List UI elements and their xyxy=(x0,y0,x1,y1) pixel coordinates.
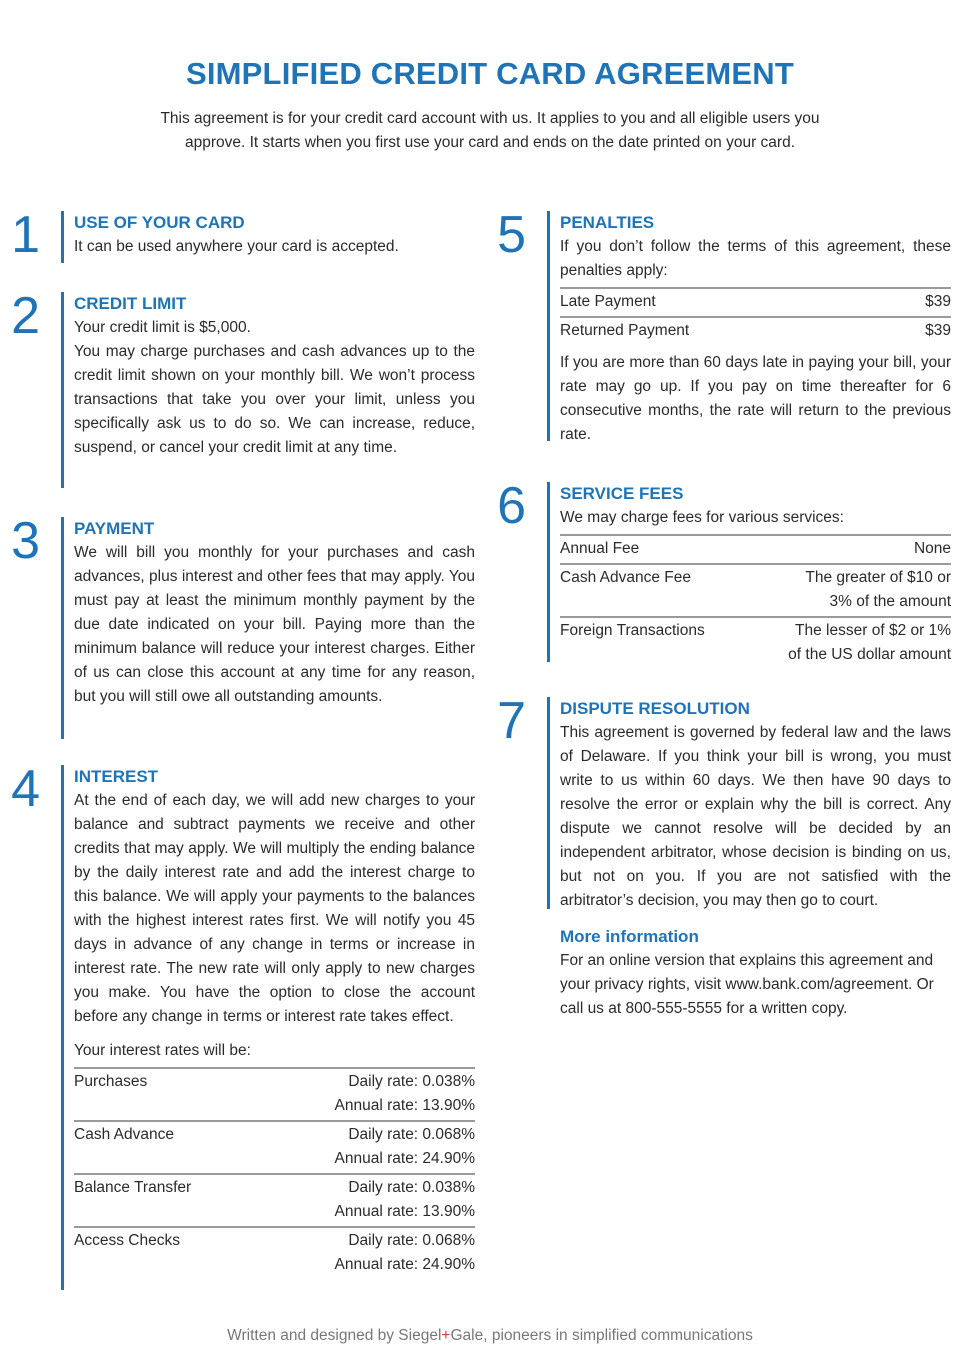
section-divider-bar xyxy=(61,765,64,1290)
intro-paragraph: This agreement is for your credit card account with us. It applies to you and all eligible users you approve. It starts when you first use your card and ends on the date printed on your card. xyxy=(160,110,820,151)
section-number: 2 xyxy=(11,287,40,345)
footer-plus: + xyxy=(441,1327,451,1344)
fee-name: Foreign Transactions xyxy=(560,622,705,639)
fee-amount-line: None xyxy=(913,540,951,557)
section-interest xyxy=(0,760,475,1290)
section-divider-bar xyxy=(61,211,64,263)
footer-text-post: Gale, pioneers in simplified communications xyxy=(450,1327,753,1344)
table-row xyxy=(74,1068,475,1121)
section-heading: SERVICE FEES xyxy=(560,484,684,503)
section-body: At the end of each day, we will add new charges to your balance and subtract payments we receive and other credits that may apply. We will multiply the ending balance by the daily interest rate and add the interest charge to this balance. We will apply your payments to the balances with the highest interest rates first. We will notify you 45 days in advance of any change in terms or increase in interest rate. The new rate will only apply to new charges you make. You have the option to close the account before any change in terms or interest rate takes effect. xyxy=(74,792,475,1025)
footer-text-pre: Written and designed by Siegel xyxy=(227,1327,442,1344)
table-row xyxy=(74,1121,475,1174)
table-row xyxy=(74,1174,475,1227)
table-row xyxy=(560,617,951,669)
section-divider-bar xyxy=(547,211,550,441)
fee-amount-line: 3% of the amount xyxy=(829,593,951,610)
annual-rate: Annual rate: 24.90% xyxy=(334,1256,475,1273)
rate-values xyxy=(256,1174,475,1227)
section-payment xyxy=(0,512,475,739)
fee-amount-line: The lesser of $2 or 1% xyxy=(795,622,951,639)
daily-rate: Daily rate: 0.038% xyxy=(348,1073,475,1090)
section-number: 3 xyxy=(11,512,40,570)
fee-amount-line: of the US dollar amount xyxy=(788,646,951,663)
interest-rates-label: Your interest rates will be: xyxy=(74,1042,251,1059)
rate-type: Access Checks xyxy=(74,1232,180,1249)
penalty-name: Returned Payment xyxy=(560,322,690,339)
section-divider-bar xyxy=(547,482,550,662)
section-number: 5 xyxy=(497,206,526,264)
penalty-name: Late Payment xyxy=(560,293,656,310)
section-divider-bar xyxy=(61,292,64,488)
annual-rate: Annual rate: 13.90% xyxy=(334,1203,475,1220)
daily-rate: Daily rate: 0.068% xyxy=(348,1232,475,1249)
service-fees-table xyxy=(560,534,951,669)
penalty-amount: $39 xyxy=(925,322,951,339)
penalty-amount: $39 xyxy=(925,293,951,310)
page-title: SIMPLIFIED CREDIT CARD AGREEMENT xyxy=(185,56,795,91)
annual-rate: Annual rate: 24.90% xyxy=(334,1150,475,1167)
credit-limit-amount: Your credit limit is $5,000. xyxy=(74,319,251,336)
interest-rates-table xyxy=(74,1067,475,1279)
table-row xyxy=(74,1227,475,1279)
section-penalties xyxy=(486,206,951,443)
section-number: 6 xyxy=(497,477,526,535)
section-dispute-resolution xyxy=(486,692,951,909)
section-body: You may charge purchases and cash advances up to the credit limit shown on your monthly bill. We won’t process transactions that take you over your limit, unless you specifically ask us to do so. We can increase, reduce, suspend, or cancel your credit limit at any time. xyxy=(74,343,475,456)
rate-values xyxy=(256,1068,475,1121)
table-row xyxy=(560,535,951,564)
fee-amount xyxy=(744,617,951,669)
rate-type: Purchases xyxy=(74,1073,148,1090)
section-service-fees xyxy=(486,477,951,663)
table-row xyxy=(560,317,951,345)
daily-rate: Daily rate: 0.038% xyxy=(348,1179,475,1196)
section-heading: DISPUTE RESOLUTION xyxy=(560,699,750,718)
table-row xyxy=(560,288,951,317)
fee-amount xyxy=(744,564,951,617)
more-information xyxy=(560,925,951,1021)
section-number: 7 xyxy=(497,692,526,750)
section-body: This agreement is governed by federal law and the laws of Delaware. If you think your bill is wrong, you must write to us within 60 days. We then have 90 days to resolve the error or explain why the bill is correct. Any dispute we cannot resolve will be decided by an independent arbitrator, whose decision is binding on us, but not on you. If you are not satisfied with the arbitrator’s decision, you may then go to court. xyxy=(560,724,951,909)
rate-values xyxy=(256,1121,475,1174)
section-number: 1 xyxy=(11,206,40,264)
more-information-heading: More information xyxy=(560,927,699,946)
fee-amount-line: The greater of $10 or xyxy=(805,569,951,586)
footer-credit xyxy=(0,1327,980,1345)
penalties-note: If you are more than 60 days late in paying your bill, your rate may go up. If you pay on time thereafter for 6 consecutive months, the rate will return to the previous rate. xyxy=(560,354,951,443)
rate-type: Cash Advance xyxy=(74,1126,174,1143)
section-heading: USE OF YOUR CARD xyxy=(74,213,245,232)
daily-rate: Daily rate: 0.068% xyxy=(348,1126,475,1143)
section-heading: PAYMENT xyxy=(74,519,155,538)
section-body: We will bill you monthly for your purchases and cash advances, plus interest and other fees that may apply. You must pay at least the minimum monthly payment by the due date indicated on your bill. Paying more than the minimum balance will reduce your interest charges. Either of us can close this account at any time for any reason, but you will still owe all outstanding amounts. xyxy=(74,544,475,705)
fee-name: Cash Advance Fee xyxy=(560,569,691,586)
section-body: It can be used anywhere your card is accepted. xyxy=(74,238,399,255)
fee-amount xyxy=(744,535,951,564)
section-body: We may charge fees for various services: xyxy=(560,509,844,526)
section-heading: INTEREST xyxy=(74,767,159,786)
section-credit-limit xyxy=(0,287,475,488)
rate-values xyxy=(256,1227,475,1279)
section-heading: PENALTIES xyxy=(560,213,655,232)
table-row xyxy=(560,564,951,617)
section-number: 4 xyxy=(11,760,40,818)
section-body: If you don’t follow the terms of this agreement, these penalties apply: xyxy=(560,238,951,279)
section-divider-bar xyxy=(61,517,64,739)
rate-type: Balance Transfer xyxy=(74,1179,192,1196)
section-use-of-card xyxy=(0,206,475,264)
more-information-body: For an online version that explains this agreement and your privacy rights, visit www.bank.com/agreement. Or call us at 800-555-5555 for a written copy. xyxy=(560,952,934,1017)
section-heading: CREDIT LIMIT xyxy=(74,294,187,313)
section-divider-bar xyxy=(547,697,550,909)
annual-rate: Annual rate: 13.90% xyxy=(334,1097,475,1114)
fee-name: Annual Fee xyxy=(560,540,640,557)
penalties-table xyxy=(560,287,951,345)
